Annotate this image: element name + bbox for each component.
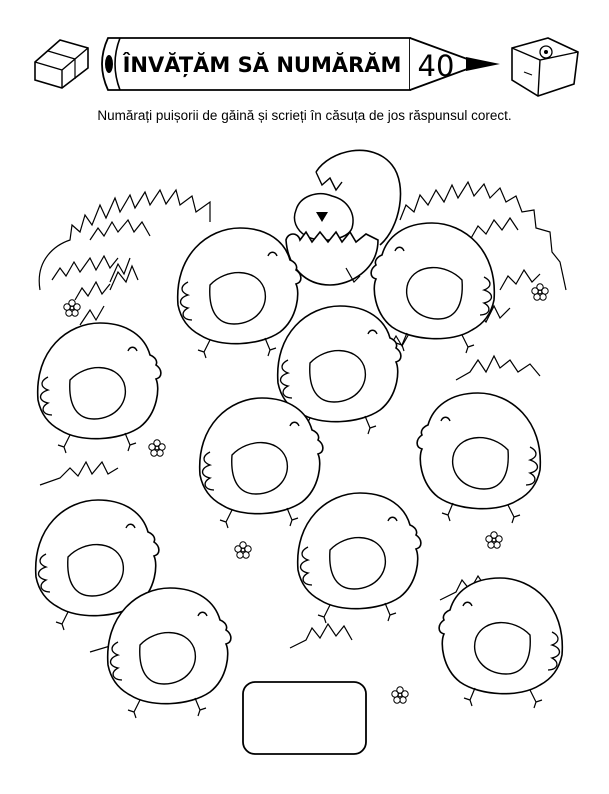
chick <box>200 398 323 528</box>
chick <box>439 578 562 708</box>
chick <box>298 493 421 623</box>
page-number: 40 <box>417 49 455 83</box>
chick <box>371 223 494 353</box>
pencil-sharpener-icon <box>512 38 578 96</box>
instruction-text: Numărați puișorii de găină și scrieți în căsuța de jos răspunsul corect. <box>97 108 512 123</box>
page-title: ÎNVĂȚĂM SĂ NUMĂRĂM <box>122 53 402 77</box>
chick <box>178 228 301 358</box>
eraser-icon <box>35 40 88 88</box>
chick <box>38 323 161 453</box>
chick <box>417 393 540 523</box>
answer-box[interactable] <box>243 682 366 754</box>
chick <box>108 588 231 718</box>
